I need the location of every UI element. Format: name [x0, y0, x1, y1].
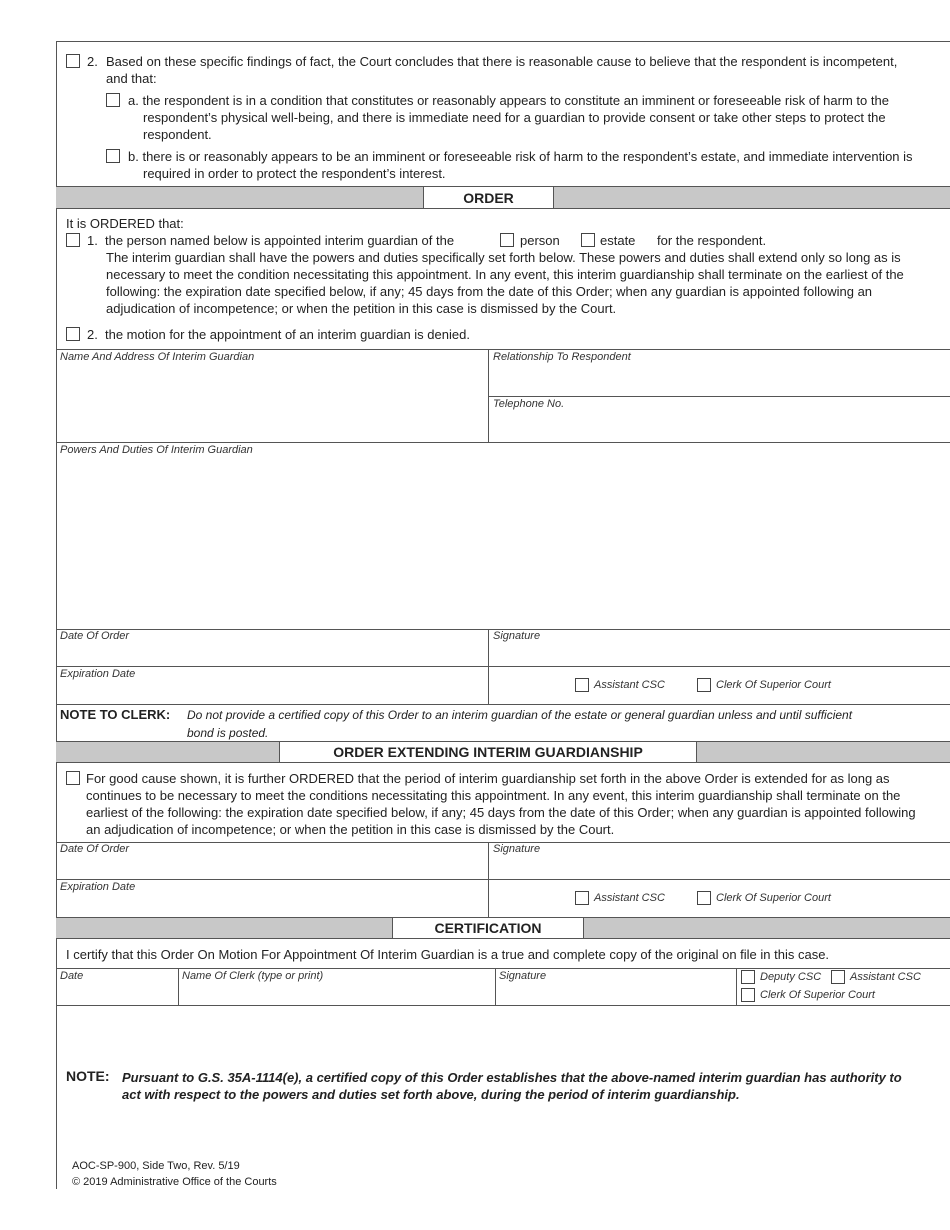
ext-clerk-superior-label: Clerk Of Superior Court — [716, 892, 831, 904]
ext-expiration-field[interactable] — [57, 894, 487, 916]
order-item1-body: The interim guardian shall have the powers and duties specifically set forth below. These powers and duties shall extend only so long as is necessary to meet the condition necessitating this appointment. In any event, this interim guardianship shall terminate on the earliest of the following: the expiration date specified below, if any; 45 days from the date of this Order; when any guardian is appointed following an adjudication of incompetence; or when the petition in this case is dismissed by the Court. — [106, 250, 904, 316]
divider — [56, 704, 950, 705]
cert-signature-label: Signature — [499, 970, 547, 982]
signature-label: Signature — [493, 630, 541, 642]
ext-date-of-order-field[interactable] — [57, 856, 487, 878]
ext-signature-field[interactable] — [489, 856, 949, 878]
findings-b-checkbox[interactable] — [106, 149, 120, 163]
ext-expiration-label: Expiration Date — [60, 881, 136, 893]
cert-deputy-csc-label: Deputy CSC — [760, 971, 822, 983]
order-item2-number: 2. — [87, 327, 98, 342]
extending-title: ORDER EXTENDING INTERIM GUARDIANSHIP — [279, 742, 697, 762]
order-band — [56, 186, 950, 209]
person-label: person — [520, 233, 560, 248]
assistant-csc-label: Assistant CSC — [594, 679, 665, 691]
powers-label: Powers And Duties Of Interim Guardian — [60, 444, 253, 456]
order-item1-number: 1. — [87, 233, 98, 248]
ext-signature-label: Signature — [493, 843, 541, 855]
divider — [488, 396, 950, 397]
order-item1-tail: for the respondent. — [657, 233, 767, 248]
findings-a-text: a. the respondent is in a condition that constitutes or reasonably appears to constitute an imminent or foreseeable risk of harm to the respondent’s physical well-being, and there is immediate need for a guardian to provide consent or take other steps to protect the respondent. — [128, 93, 889, 142]
findings-b-text: b. there is or reasonably appears to be an imminent or foreseeable risk of harm to the respondent’s estate, and immediate intervention is required in order to protect the respondent’s interest. — [128, 149, 913, 181]
note-label: NOTE: — [66, 1068, 110, 1084]
date-of-order-label: Date Of Order — [60, 630, 130, 642]
ext-assistant-csc-checkbox[interactable] — [575, 891, 589, 905]
divider — [56, 879, 950, 880]
relationship-label: Relationship To Respondent — [493, 351, 631, 363]
assistant-csc-checkbox[interactable] — [575, 678, 589, 692]
estate-label: estate — [600, 233, 636, 248]
certification-band — [56, 917, 950, 939]
clerk-superior-checkbox[interactable] — [697, 678, 711, 692]
clerk-superior-label: Clerk Of Superior Court — [716, 679, 831, 691]
certification-title: CERTIFICATION — [392, 918, 584, 938]
telephone-label: Telephone No. — [493, 398, 565, 410]
note-to-clerk-label: NOTE TO CLERK: — [60, 707, 171, 722]
cert-clerk-superior-label: Clerk Of Superior Court — [760, 989, 875, 1001]
signature-field[interactable] — [489, 643, 949, 665]
certification-text: I certify that this Order On Motion For Appointment Of Interim Guardian is a true and complete copy of the original on file in this case. — [66, 947, 830, 962]
powers-field[interactable] — [57, 458, 949, 628]
relationship-field[interactable] — [489, 364, 949, 395]
findings-item2-number: 2. — [87, 54, 98, 69]
order-intro: It is ORDERED that: — [66, 216, 184, 231]
ext-clerk-superior-checkbox[interactable] — [697, 891, 711, 905]
extending-checkbox[interactable] — [66, 771, 80, 785]
cert-assistant-csc-label: Assistant CSC — [850, 971, 921, 983]
extending-text: For good cause shown, it is further ORDERED that the period of interim guardianship set forth in the above Order is extended for as long as continues to be necessary to meet the conditions necessitating this appointment. In any event, this interim guardianship shall terminate on the earliest of the following: the expiration date specified below, if any; 45 days from the date of this Order; when any guardian is appointed following an adjudication of incompetence; or when the petition in this case is dismissed by the Court. — [86, 771, 916, 837]
divider — [56, 968, 950, 969]
divider — [56, 666, 950, 667]
findings-item2-checkbox[interactable] — [66, 54, 80, 68]
cert-deputy-csc-checkbox[interactable] — [741, 970, 755, 984]
name-address-field[interactable] — [57, 364, 487, 441]
note-to-clerk-text-2: bond is posted. — [187, 726, 269, 740]
copyright: © 2019 Administrative Office of the Courts — [72, 1176, 277, 1188]
cert-clerk-superior-checkbox[interactable] — [741, 988, 755, 1002]
cert-signature-field[interactable] — [496, 983, 735, 1004]
telephone-field[interactable] — [489, 411, 949, 441]
ext-date-of-order-label: Date Of Order — [60, 843, 130, 855]
cert-clerk-name-label: Name Of Clerk (type or print) — [182, 970, 324, 982]
name-address-label: Name And Address Of Interim Guardian — [60, 351, 255, 363]
divider — [56, 1005, 950, 1006]
expiration-field[interactable] — [57, 681, 487, 703]
order-item2-text: the motion for the appointment of an interim guardian is denied. — [105, 327, 470, 342]
cert-assistant-csc-checkbox[interactable] — [831, 970, 845, 984]
cert-clerk-name-field[interactable] — [179, 983, 494, 1004]
expiration-label: Expiration Date — [60, 668, 136, 680]
note-text: Pursuant to G.S. 35A-1114(e), a certified copy of this Order establishes that the above-named interim guardian has authority to act with respect to the powers and duties set forth above, during the period of interim guardianship. — [122, 1070, 902, 1102]
note-to-clerk-text: Do not provide a certified copy of this Order to an interim guardian of the estate or general guardian unless and until sufficient — [187, 708, 853, 722]
order-title: ORDER — [423, 187, 554, 208]
order-item1-checkbox[interactable] — [66, 233, 80, 247]
order-item1-lead: the person named below is appointed interim guardian of the — [105, 233, 455, 248]
divider — [56, 442, 950, 443]
estate-checkbox[interactable] — [581, 233, 595, 247]
cert-date-field[interactable] — [57, 983, 177, 1004]
findings-a-checkbox[interactable] — [106, 93, 120, 107]
date-of-order-field[interactable] — [57, 643, 487, 665]
extending-band — [56, 741, 950, 763]
form-id: AOC-SP-900, Side Two, Rev. 5/19 — [72, 1160, 240, 1172]
divider — [736, 968, 737, 1005]
ext-assistant-csc-label: Assistant CSC — [594, 892, 665, 904]
findings-item2-text: Based on these specific findings of fact, the Court concludes that there is reasonable cause to believe that the respondent is incompetent, and that: — [106, 54, 898, 86]
person-checkbox[interactable] — [500, 233, 514, 247]
cert-date-label: Date — [60, 970, 84, 982]
order-item2-checkbox[interactable] — [66, 327, 80, 341]
divider — [56, 349, 950, 350]
